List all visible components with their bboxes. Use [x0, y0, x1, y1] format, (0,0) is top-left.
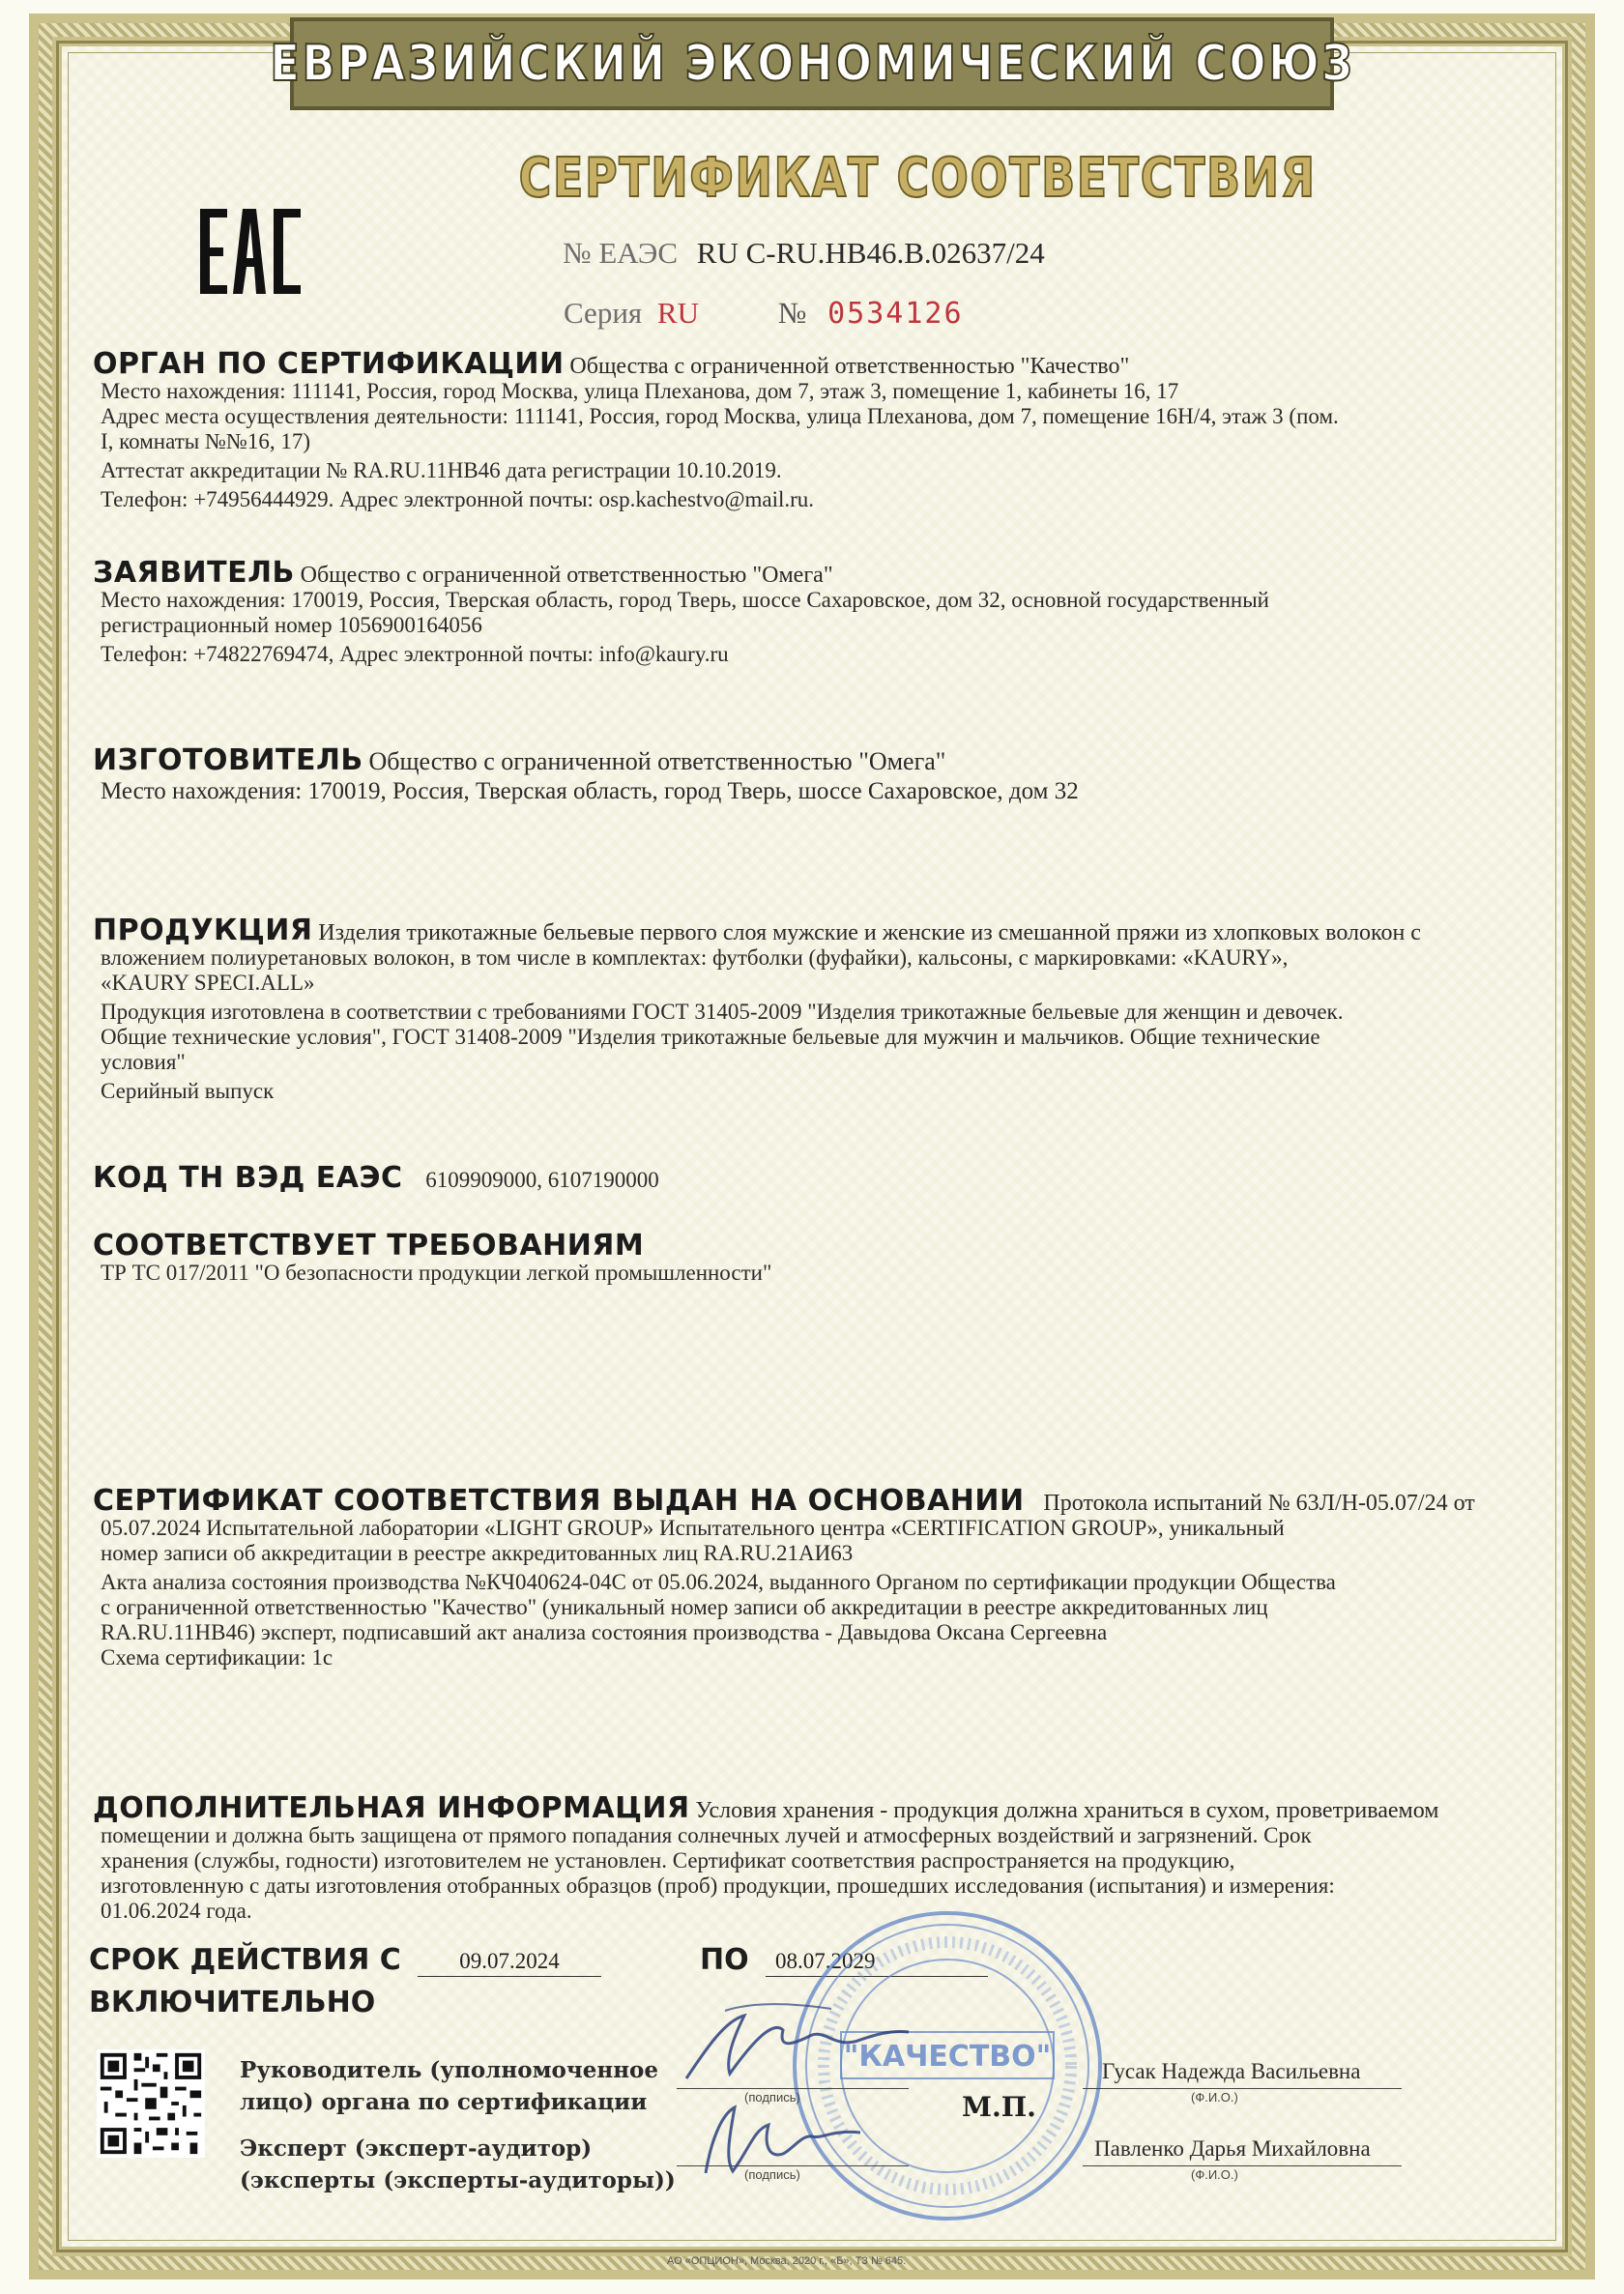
applicant-name: Общество с ограниченной ответственностью "Омега" — [300, 563, 833, 588]
basis-heading: СЕРТИФИКАТ СООТВЕТСТВИЯ ВЫДАН НА ОСНОВАНИИ — [93, 1484, 1025, 1518]
head-signatory-name: Гусак Надежда Васильевна — [1102, 2059, 1361, 2083]
additional-info-heading: ДОПОЛНИТЕЛЬНАЯ ИНФОРМАЦИЯ — [93, 1791, 690, 1825]
validity-to-date: 08.07.2029 — [766, 1949, 988, 1977]
basis-line: Акта анализа состояния производства №КЧ040624-04С от 05.06.2024, выданного Органом по сертификации продукции Общества — [101, 1570, 1336, 1594]
requirements-value: ТР ТС 017/2011 "О безопасности продукции легкой промышленности" — [101, 1261, 772, 1285]
product-line: Общие технические условия", ГОСТ 31408-2009 "Изделия трикотажные бельевые для мужчин и мальчиков. Общие технические — [101, 1025, 1320, 1049]
requirements-heading: СООТВЕТСТВУЕТ ТРЕБОВАНИЯМ — [93, 1229, 645, 1263]
stamp-text: "КАЧЕСТВО" — [843, 2040, 1052, 2074]
basis-line: Схема сертификации: 1с — [101, 1645, 334, 1670]
head-signature-mark — [667, 1991, 918, 2098]
registration-number: RU С-RU.НВ46.В.02637/24 — [696, 236, 1045, 270]
union-title: ЕВРАЗИЙСКИЙ ЭКОНОМИЧЕСКИЙ СОЮЗ — [269, 35, 1355, 93]
basis-line: с ограниченной ответственностью "Качество" (уникальный номер записи об аккредитации в реестре аккредитованных лиц — [101, 1595, 1268, 1619]
requirements-section — [89, 1229, 1520, 1286]
product-section — [89, 914, 1520, 1104]
applicant-section — [89, 556, 1520, 667]
certification-body-line: Место нахождения: 111141, Россия, город Москва, улица Плеханова, дом 7, этаж 3, помещение 1, кабинеты 16, 17 — [101, 379, 1179, 403]
expert-name-line — [1083, 2165, 1402, 2166]
head-name-caption: (Ф.И.О.) — [1191, 2090, 1238, 2105]
expert-signatory-label-line: (эксперты (эксперты-аудиторы)) — [240, 2167, 676, 2193]
additional-info-line: 01.06.2024 года. — [101, 1899, 252, 1923]
basis-protocol: Протокола испытаний № 63Л/Н-05.07/24 от — [1043, 1491, 1475, 1516]
tnved-codes: 6109909000, 6107190000 — [425, 1168, 659, 1192]
series-value: RU — [656, 296, 699, 330]
form-number-label: № — [777, 296, 807, 330]
expert-signatory-label-line: Эксперт (эксперт-аудитор) — [240, 2135, 593, 2162]
product-description: Изделия трикотажные бельевые первого слоя мужские и женские из смешанной пряжи из хлопковых волокон с — [318, 920, 1421, 945]
certification-body-line: Аттестат аккредитации № RA.RU.11НВ46 дата регистрации 10.10.2019. — [101, 458, 782, 482]
expert-signature-caption: (подпись) — [744, 2167, 800, 2182]
applicant-line: Телефон: +74822769474, Адрес электронной почты: info@kaury.ru — [101, 642, 729, 666]
expert-signatory-label — [240, 2133, 676, 2196]
basis-line: номер записи об аккредитации в реестре аккредитованных лиц RA.RU.21АИ63 — [101, 1541, 854, 1565]
certification-body-section — [89, 347, 1520, 512]
validity-inclusive-label: ВКЛЮЧИТЕЛЬНО — [89, 1986, 376, 2019]
head-signature-caption: (подпись) — [744, 2090, 800, 2105]
certificate-title: СЕРТИФИКАТ СООТВЕТСТВИЯ — [518, 147, 1317, 210]
eac-logo-icon — [198, 205, 304, 298]
series-row — [564, 296, 964, 331]
head-name-line — [1083, 2088, 1402, 2089]
registration-number-row — [563, 236, 1045, 271]
product-line: вложением полиуретановых волокон, в том числе в комплектах: футболки (фуфайки), кальсоны, с маркировками: «KAURY», — [101, 945, 1289, 970]
seal-place-label: М.П. — [962, 2091, 1036, 2123]
expert-signature-mark — [677, 2096, 870, 2183]
product-line: условия" — [101, 1050, 186, 1074]
certification-body-line: Адрес места осуществления деятельности: 111141, Россия, город Москва, улица Плеханова, дом 7, помещение 16Н/4, этаж 3 (пом. — [101, 404, 1339, 428]
certification-body-line: I, комнаты №№16, 17) — [101, 429, 311, 453]
validity-from-date: 09.07.2024 — [418, 1949, 601, 1977]
manufacturer-name: Общество с ограниченной ответственностью "Омега" — [368, 747, 946, 775]
manufacturer-line: Место нахождения: 170019, Россия, Тверская область, город Тверь, шоссе Сахаровское, дом 32 — [101, 778, 1079, 804]
manufacturer-heading: ИЗГОТОВИТЕЛЬ — [93, 743, 363, 777]
validity-from-label: СРОК ДЕЙСТВИЯ С — [89, 1943, 401, 1977]
manufacturer-section — [89, 743, 1520, 804]
head-signatory-label-line: Руководитель (уполномоченное — [240, 2057, 659, 2083]
tnved-section — [89, 1161, 1520, 1195]
applicant-line: Место нахождения: 170019, Россия, Тверская область, город Тверь, шоссе Сахаровское, дом 32, основной государственный — [101, 588, 1269, 612]
head-signatory-label — [240, 2054, 658, 2118]
head-signatory-label-line: лицо) органа по сертификации — [240, 2089, 648, 2115]
additional-info-line: изготовленную с даты изготовления отобранных образцов (проб) продукции, прошедших исследования (испытания) и измерения: — [101, 1873, 1335, 1898]
product-line: Продукция изготовлена в соответствии с требованиями ГОСТ 31405-2009 "Изделия трикотажные бельевые для женщин и девочек. — [101, 1000, 1344, 1024]
product-line: «KAURY SPECI.ALL» — [101, 971, 315, 995]
applicant-heading: ЗАЯВИТЕЛЬ — [93, 556, 295, 590]
additional-info-section — [89, 1791, 1520, 1924]
basis-section — [89, 1484, 1520, 1670]
additional-info-line: помещении и должна быть защищена от прямого попадания солнечных лучей и атмосферных воздействий и загрязнений. Срок — [101, 1823, 1312, 1847]
product-line: Серийный выпуск — [101, 1079, 275, 1103]
qr-code — [97, 2049, 205, 2158]
applicant-line: регистрационный номер 1056900164056 — [101, 613, 482, 637]
basis-line: RA.RU.11НВ46) эксперт, подписавший акт анализа состояния производства - Давыдова Оксана Сергеевна — [101, 1620, 1108, 1644]
certification-body-line: Телефон: +74956444929. Адрес электронной почты: osp.kachestvo@mail.ru. — [101, 487, 815, 511]
printer-imprint: АО «ОПЦИОН», Москва, 2020 г., «Б», ТЗ № 645. — [667, 2255, 907, 2267]
expert-name-caption: (Ф.И.О.) — [1191, 2167, 1238, 2182]
series-label: Серия — [564, 296, 643, 330]
certification-body-name: Общества с ограниченной ответственностью "Качество" — [569, 354, 1130, 379]
expert-signatory-name: Павленко Дарья Михайловна — [1094, 2136, 1371, 2161]
form-number: 0534126 — [827, 297, 964, 331]
certification-body-heading: ОРГАН ПО СЕРТИФИКАЦИИ — [93, 347, 565, 381]
basis-line: 05.07.2024 Испытательной лаборатории «LIGHT GROUP» Испытательного центра «CERTIFICATION GROUP», уникальный — [101, 1516, 1285, 1540]
additional-info-line: хранения (службы, годности) изготовителем не установлен. Сертификат соответствия распространяется на продукцию, — [101, 1848, 1235, 1873]
registration-label: № ЕАЭС — [563, 236, 679, 270]
tnved-heading: КОД ТН ВЭД ЕАЭС — [93, 1161, 403, 1195]
additional-info-lead: Условия хранения - продукция должна храниться в сухом, проветриваемом — [695, 1798, 1439, 1823]
product-heading: ПРОДУКЦИЯ — [93, 914, 313, 947]
validity-to-label: ПО — [700, 1943, 749, 1977]
union-banner — [269, 17, 1355, 110]
